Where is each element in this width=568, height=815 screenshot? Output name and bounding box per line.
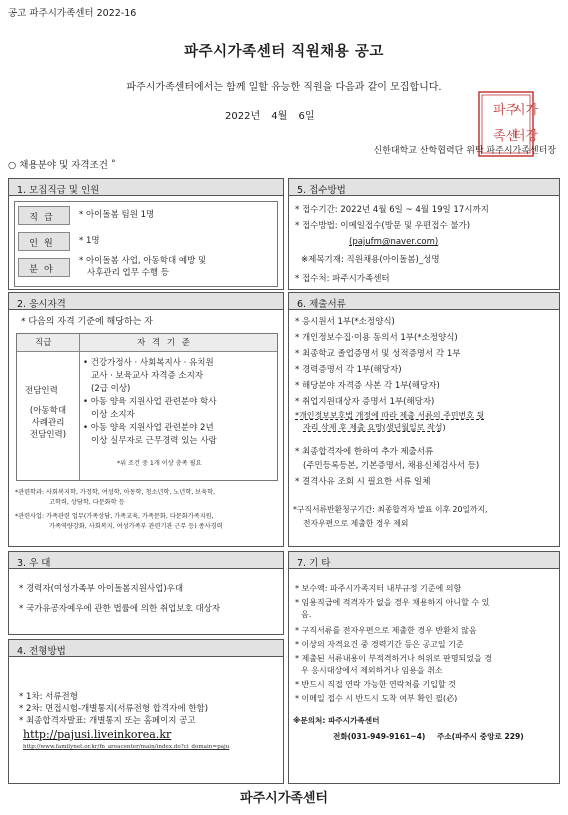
- return-note: 전자우편으로 제출한 경우 제외: [303, 519, 409, 528]
- section-application: [288, 178, 560, 290]
- notice-number: 공고 파주시가족센터 2022-16: [8, 8, 137, 19]
- application-item: ※제목기재: 직원채용(아이돌봄)_성명: [301, 255, 440, 265]
- document-item: * 응시원서 1부(*소정양식): [295, 317, 395, 327]
- issuer: 신한대학교 산학협력단 위탁 파주시가족센터장: [373, 146, 556, 156]
- note-line: *관련학과: 사회복지학, 가정학, 여성학, 아동학, 청소년학, 노년학, 보육학,: [15, 489, 216, 496]
- type-sub-1: (아동학대: [29, 406, 67, 416]
- section-qualification: [8, 292, 284, 547]
- return-note: *구직서류반환청구기간: 최종합격자 발표 이후 20일까지,: [293, 505, 488, 514]
- criteria-line: • 건강가정사 · 사회복지사 · 유치원: [83, 358, 214, 368]
- note-line: 고학력, 상담학, 다문화학 등: [49, 499, 125, 506]
- section-recruitment: [8, 178, 284, 290]
- section-preference: [8, 551, 284, 635]
- other-item: * 이상의 자격요건 중 경력기간 등은 공고일 기준: [295, 640, 464, 649]
- privacy-note: 자리 삭제 후 제출 요망(생년월일로 작성): [303, 423, 446, 432]
- label-rank: 직급: [18, 206, 70, 225]
- criteria-line: • 아동 양육 지원사업 관련분야 학사: [83, 397, 217, 407]
- section-title: 5. 접수방법: [289, 179, 559, 196]
- contact-address: 주소(파주시 중앙로 229): [437, 732, 524, 741]
- privacy-note: *개인정보보호법 개정에 따라 제출 서류의 주민번호 뒷: [295, 411, 485, 420]
- section-other: [288, 551, 560, 784]
- other-item: 우 응시대상에서 제외하거나 임용을 취소: [301, 666, 443, 675]
- other-item: * 제출된 서류내용이 부적격하거나 허위로 판명되었을 경: [295, 654, 492, 663]
- seal-char: 시가: [513, 103, 539, 118]
- other-item: * 보수액: 파주시가족지터 내부규정 기준에 의함: [295, 584, 462, 593]
- seal-char: 족센: [493, 129, 519, 144]
- contact-label: ※문의처: 파주시가족센터: [293, 716, 380, 725]
- qualification-intro: * 다음의 자격 기준에 해당하는 자: [21, 317, 153, 327]
- notice-date: 2022년 4월 6일: [225, 111, 315, 122]
- type-sub-2: 사례관리: [31, 418, 65, 428]
- criteria-line: (2급 이상): [91, 384, 131, 394]
- document-item: * 개인정보수집·이용 동의서 1부(*소정양식): [295, 333, 458, 343]
- note-line: 가족역량강화, 사회복지, 여성가족부 관련기관 근무 등) 종사경력: [49, 523, 223, 530]
- seal-char: 파주: [493, 103, 519, 118]
- selection-item: * 1차: 서류전형: [19, 692, 78, 702]
- section-title: 2. 응시자격: [9, 293, 283, 310]
- application-item: * 접수처: 파주시가족센터: [295, 274, 390, 284]
- section-title: 7. 기 타: [289, 552, 559, 569]
- document-item: * 결격사유 조회 시 필요한 서류 일체: [295, 477, 431, 487]
- col-header-type: 직급: [35, 338, 52, 348]
- document-item: * 해당분야 자격증 사본 각 1부(해당자): [295, 381, 440, 391]
- other-item: * 이메일 접수 시 반드시 도착 여부 확인 필(必): [295, 694, 458, 703]
- application-item: * 접수기간: 2022년 4월 6일 ~ 4월 19일 17시까지: [295, 205, 489, 215]
- document-item: * 경력증명서 각 1부(해당자): [295, 365, 402, 375]
- section-title: 3. 우 대: [9, 552, 283, 569]
- document-item: * 최종학교 졸업증명서 및 성적증명서 각 1부: [295, 349, 461, 359]
- criteria-line: 이상 소지자: [91, 410, 135, 420]
- section-heading: ○ 채용분야 및 자격조건 ˚: [8, 160, 116, 171]
- selection-item: * 2차: 면접시험-개별통지(서류전형 합격자에 한함): [19, 704, 209, 714]
- recruitment-table: [14, 201, 278, 287]
- col-header-criteria: 자 격 기 준: [137, 338, 192, 348]
- seal-char: 터장: [513, 129, 539, 144]
- homepage-link[interactable]: http://pajusi.liveinkorea.kr: [23, 728, 172, 741]
- preference-item: * 경력자(여성가족부 아이돌봄지원사업)우대: [19, 584, 184, 594]
- other-item: * 구직서류를 전자우편으로 제출한 경우 반환치 않음: [295, 626, 477, 635]
- document-item: * 최종합격자에 한하여 추가 제출서류: [295, 447, 434, 457]
- column-divider: [79, 334, 80, 480]
- document-item: (주민등록등본, 기본증명서, 채용신체검사서 등): [303, 461, 480, 471]
- criteria-footnote: *위 조건 중 1개 이상 충족 필요: [117, 460, 202, 467]
- type-sub-3: 전담인력): [29, 430, 67, 440]
- value-rank: * 아이돌봄 팀원 1명: [79, 210, 155, 220]
- value-headcount: * 1명: [79, 236, 100, 246]
- other-item: * 임용직급에 적격자가 없을 경우 채용하지 아니할 수 있: [295, 598, 490, 607]
- qualification-table: [16, 333, 278, 481]
- section-selection: [8, 639, 284, 784]
- criteria-line: 교사 · 보육교사 자격증 소지자: [91, 371, 204, 381]
- email-address[interactable]: (pajufm@naver.com): [349, 237, 439, 247]
- value-field: * 아이돌봄 사업, 아동학대 예방 및: [79, 256, 207, 266]
- type-main: 전담인력: [25, 386, 58, 396]
- document-item: * 취업지원대상자 증명서 1부(해당자): [295, 397, 435, 407]
- page-title: 파주시가족센터 직원채용 공고: [184, 44, 384, 60]
- criteria-line: 이상 실무자로 근무경력 있는 사람: [91, 436, 217, 446]
- preference-item: * 국가유공자예우에 관한 법률에 의한 취업보호 대상자: [19, 604, 221, 614]
- section-title: 1. 모집직급 및 인원: [9, 179, 283, 196]
- other-item: * 반드시 직접 연락 가능한 연락처를 기입할 것: [295, 680, 456, 689]
- familynet-link[interactable]: http://www.familynet.or.kr/fn_areacenter/main/index.do?ci_domain=paju: [23, 744, 230, 750]
- section-documents: [288, 292, 560, 547]
- section-title: 6. 제출서류: [289, 293, 559, 310]
- footer-org: 파주시가족센터: [240, 791, 328, 806]
- intro-text: 파주시가족센터에서는 함께 일할 유능한 직원을 다음과 같이 모집합니다.: [126, 82, 442, 93]
- label-field: 분야: [18, 258, 70, 277]
- other-item: 음.: [301, 610, 312, 619]
- selection-item: * 최종합격자발표: 개별통지 또는 홈페이지 공고: [19, 716, 196, 726]
- application-item: * 접수방법: 이메일접수(방문 및 우편접수 불가): [295, 221, 471, 231]
- note-line: *관련사업: 가족관련 업무(가족상담, 가족교육, 가족문화, 다문화가족지원,: [15, 513, 214, 520]
- label-headcount: 인원: [18, 232, 70, 251]
- criteria-line: • 아동 양육 지원사업 관련분야 2년: [83, 423, 214, 433]
- value-field-cont: 사후관리 업무 수행 등: [87, 268, 170, 278]
- section-title: 4. 전형방법: [9, 640, 283, 657]
- contact-phone: 전화(031-949-9161~4): [333, 732, 426, 741]
